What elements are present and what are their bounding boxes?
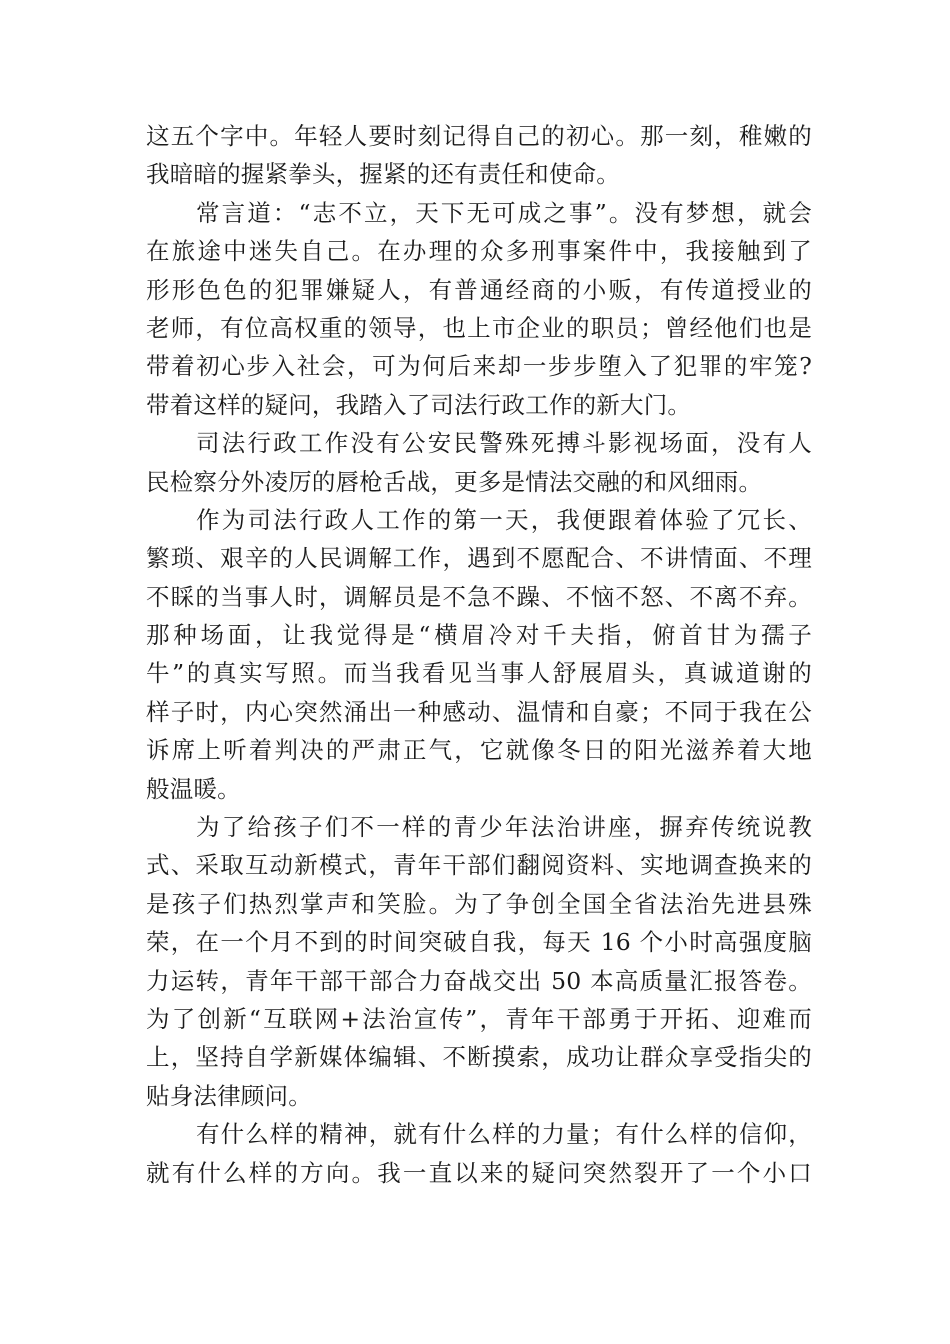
text-line: 为了创新“互联网+法治宣传”，青年干部勇于开拓、迎难而	[146, 1004, 812, 1033]
text-line: 那种场面，让我觉得是“横眉冷对千夫指，俯首甘为孺子	[146, 621, 812, 650]
text-line: 形形色色的犯罪嫌疑人，有普通经商的小贩，有传道授业的	[146, 275, 812, 304]
text-line: 老师，有位高权重的领导，也上市企业的职员；曾经他们也是	[146, 313, 812, 342]
text-line: 力运转，青年干部干部合力奋战交出 50 本高质量汇报答卷。	[146, 966, 812, 995]
text-line: 是孩子们热烈掌声和笑脸。为了争创全国全省法治先进县殊	[146, 889, 812, 918]
text-line: 常言道：“志不立，天下无可成之事”。没有梦想，就会	[196, 198, 812, 227]
text-line: 就有什么样的方向。我一直以来的疑问突然裂开了一个小口	[146, 1158, 812, 1187]
text-line: 民检察分外凌厉的唇枪舌战，更多是情法交融的和风细雨。	[146, 467, 763, 496]
text-line: 带着这样的疑问，我踏入了司法行政工作的新大门。	[146, 390, 692, 419]
text-line: 样子时，内心突然涌出一种感动、温情和自豪；不同于我在公	[146, 697, 812, 726]
text-line: 司法行政工作没有公安民警殊死搏斗影视场面，没有人	[196, 429, 812, 458]
text-line: 这五个字中。年轻人要时刻记得自己的初心。那一刻，稚嫩的	[146, 122, 812, 150]
text-line: 我暗暗的握紧拳头，握紧的还有责任和使命。	[146, 160, 620, 189]
text-line: 繁琐、艰辛的人民调解工作，遇到不愿配合、不讲情面、不理	[146, 544, 812, 573]
document-body	[146, 117, 812, 1192]
text-line: 带着初心步入社会，可为何后来却一步步堕入了犯罪的牢笼?	[146, 352, 812, 381]
text-line: 有什么样的精神，就有什么样的力量；有什么样的信仰，	[196, 1120, 812, 1149]
text-line: 牛”的真实写照。而当我看见当事人舒展眉头，真诚道谢的	[146, 659, 812, 688]
text-line: 在旅途中迷失自己。在办理的众多刑事案件中，我接触到了	[146, 237, 812, 266]
text-line: 贴身法律顾问。	[146, 1081, 312, 1110]
text-line: 为了给孩子们不一样的青少年法治讲座，摒弃传统说教	[196, 813, 812, 842]
text-line: 诉席上听着判决的严肃正气，它就像冬日的阳光滋养着大地	[146, 736, 812, 765]
text-line: 荣，在一个月不到的时间突破自我，每天 16 个小时高强度脑	[146, 928, 812, 957]
text-line: 不睬的当事人时，调解员是不急不躁、不恼不怒、不离不弃。	[146, 582, 812, 611]
text-line: 式、采取互动新模式，青年干部们翻阅资料、实地调查换来的	[146, 851, 812, 880]
text-line: 上，坚持自学新媒体编辑、不断摸索，成功让群众享受指尖的	[146, 1043, 812, 1072]
text-line: 般温暖。	[146, 774, 241, 803]
text-line: 作为司法行政人工作的第一天，我便跟着体验了冗长、	[196, 505, 812, 534]
